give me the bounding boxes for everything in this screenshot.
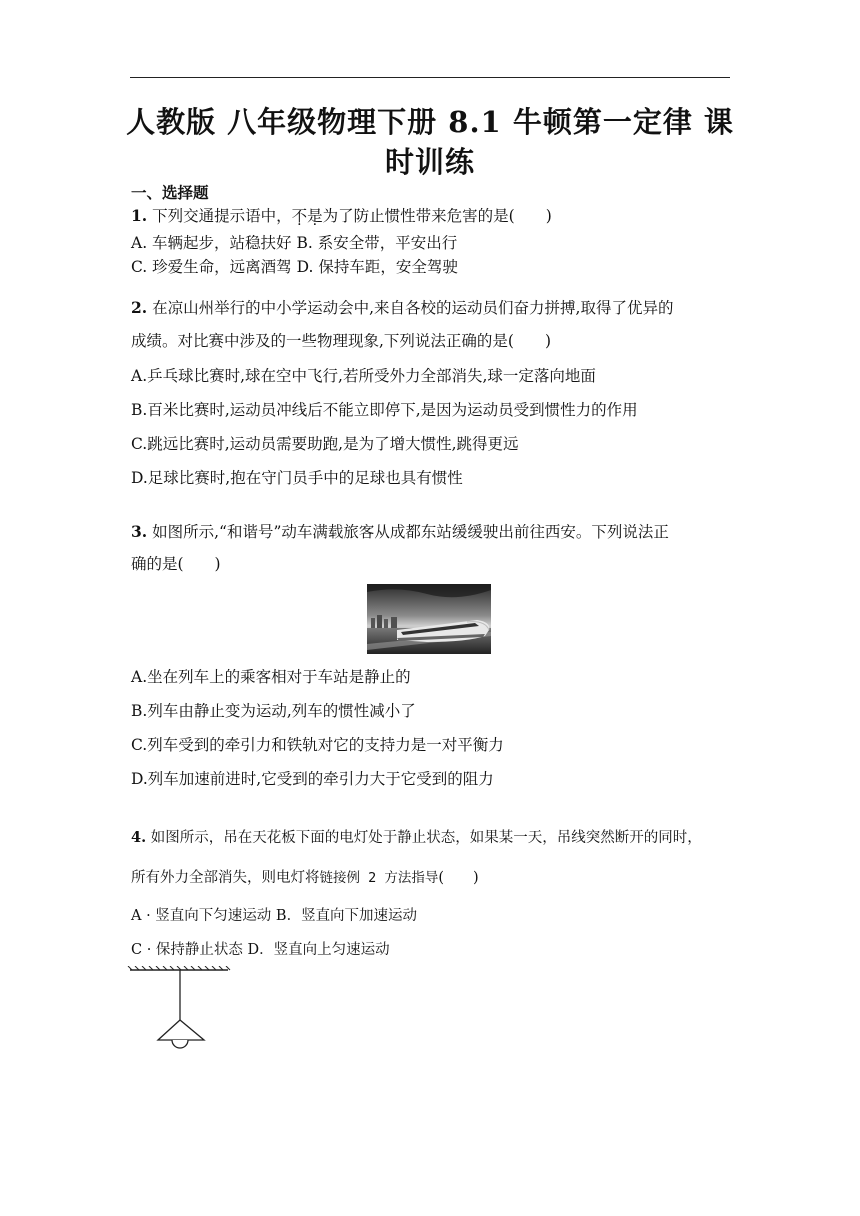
train-photo	[367, 584, 491, 654]
question-4-stem-line2	[131, 866, 479, 887]
question-2-option-b: B.百米比赛时,运动员冲线后不能立即停下,是因为运动员受到惯性力的作用	[131, 401, 638, 419]
question-2-stem-line1	[131, 296, 673, 318]
method-link-note: 链接例 2 方法指导	[319, 870, 439, 886]
emphasis-char: 是	[307, 207, 323, 225]
header-rule	[130, 77, 730, 78]
emphasis-char: 不	[291, 207, 308, 225]
question-4-stem-line1	[131, 826, 702, 847]
question-number: 3.	[131, 522, 148, 541]
hanging-lamp-diagram	[126, 966, 234, 1058]
question-number: 2.	[131, 298, 148, 317]
page-title: 人教版 八年级物理下册 8.1 牛顿第一定律 课时训练	[126, 105, 734, 179]
question-number: 1.	[131, 206, 148, 225]
question-text: 下列交通提示语中，	[147, 207, 292, 225]
question-4-options-ab: A · 竖直向下匀速运动 B．竖直向下加速运动	[131, 908, 418, 924]
question-3-stem-line2: 确的是( )	[131, 555, 221, 573]
section-heading: 一、选择题	[131, 183, 209, 202]
question-text: 在凉山州举行的中小学运动会中,来自各校的运动员们奋力拼搏,取得了优异的	[147, 299, 674, 317]
question-text: 如图所示,“和谐号”动车满载旅客从成都东站缓缓驶出前往西安。下列说法正	[147, 523, 669, 541]
question-3-option-c: C.列车受到的牵引力和铁轨对它的支持力是一对平衡力	[131, 736, 504, 754]
question-2-option-d: D.足球比赛时,抱在守门员手中的足球也具有惯性	[131, 469, 463, 487]
question-text: 如图所示，吊在天花板下面的电灯处于静止状态，如果某一天，吊线突然断开的同时，	[146, 830, 702, 846]
question-text: ( )	[438, 870, 479, 886]
question-2-option-c: C.跳远比赛时,运动员需要助跑,是为了增大惯性,跳得更远	[131, 435, 519, 453]
question-1-options-cd: C. 珍爱生命，远离酒驾 D. 保持车距，安全驾驶	[131, 258, 458, 276]
question-text: 为了防止惯性带来危害的是( )	[322, 207, 552, 225]
question-3-option-a: A.坐在列车上的乘客相对于车站是静止的	[131, 668, 411, 686]
question-number: 4.	[131, 829, 147, 846]
question-3-option-b: B.列车由静止变为运动,列车的惯性减小了	[131, 702, 416, 720]
question-3-option-d: D.列车加速前进时,它受到的牵引力大于它受到的阻力	[131, 770, 494, 788]
question-2-option-a: A.乒乓球比赛时,球在空中飞行,若所受外力全部消失,球一定落向地面	[131, 367, 596, 385]
question-text: 所有外力全部消失，则电灯将	[131, 870, 320, 886]
question-1-stem	[131, 204, 552, 226]
question-4-options-cd: C · 保持静止状态 D．竖直向上匀速运动	[131, 942, 390, 958]
question-2-stem-line2: 成绩。对比赛中涉及的一些物理现象,下列说法正确的是( )	[131, 332, 552, 350]
question-3-stem-line1	[131, 520, 669, 542]
question-1-options-ab: A. 车辆起步，站稳扶好 B. 系安全带，平安出行	[131, 234, 458, 252]
